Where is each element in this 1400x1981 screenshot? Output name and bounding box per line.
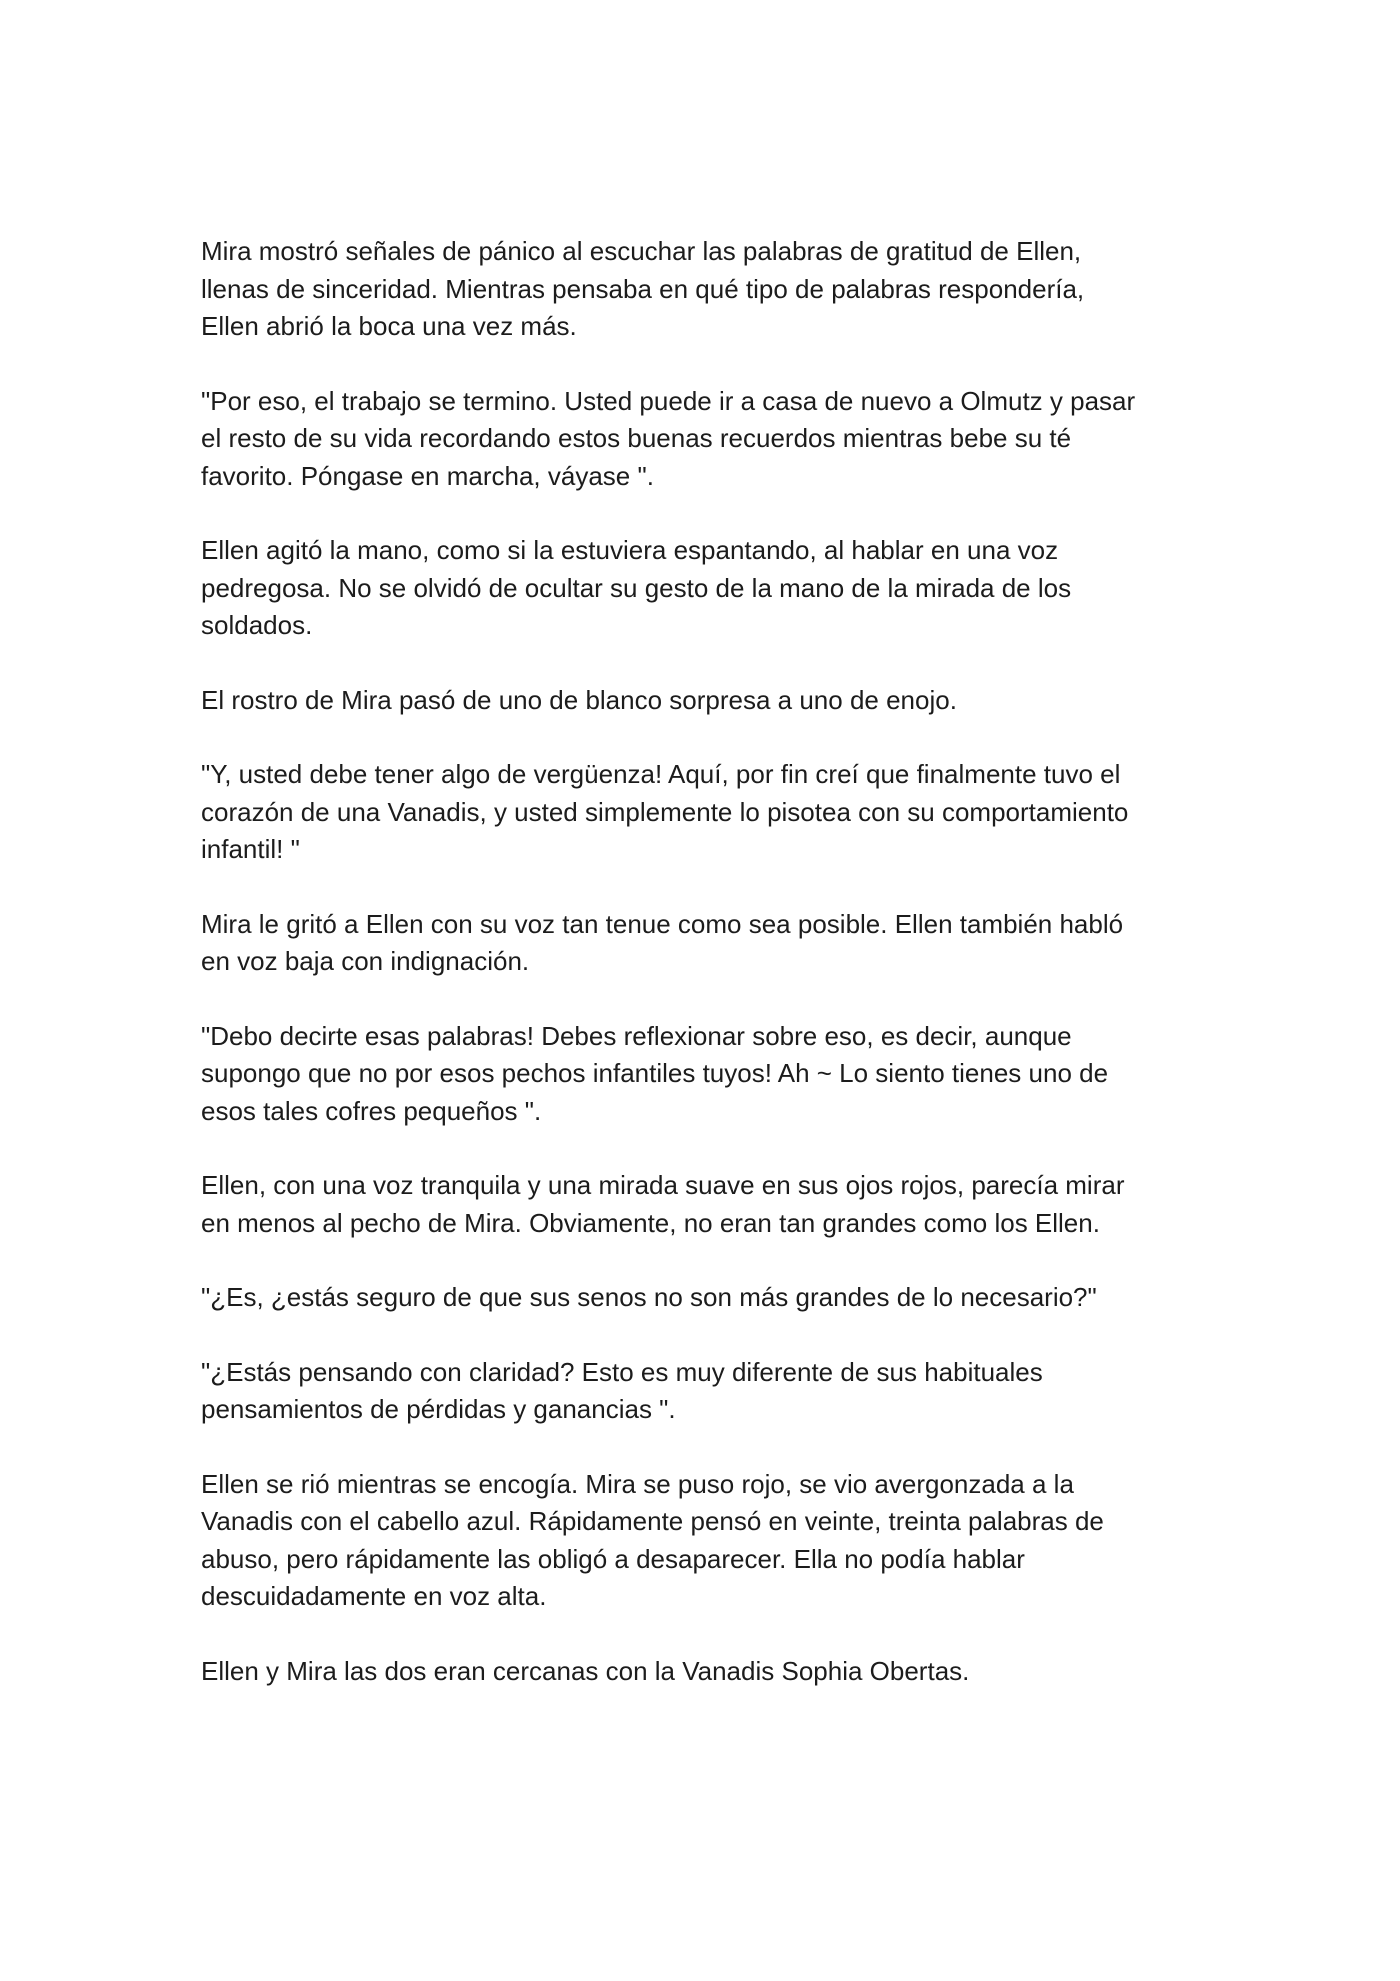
text-line: Ellen, con una voz tranquila y una mirada suave en sus ojos rojos, parecía mirar	[201, 1170, 1125, 1200]
text-line: Mira le gritó a Ellen con su voz tan tenue como sea posible. Ellen también habló	[201, 908, 1124, 939]
paragraph-3	[201, 532, 1211, 645]
text-line: Ellen y Mira las dos eran cercanas con la Vanadis Sophia Obertas.	[201, 1655, 970, 1686]
text-line: "¿Estás pensando con claridad? Esto es muy diferente de sus habituales	[201, 1356, 1043, 1387]
text-line: abuso, pero rápidamente las obligó a desaparecer. Ella no podía hablar	[201, 1543, 1025, 1574]
text-line: el resto de su vida recordando estos buenas recuerdos mientras bebe su té	[201, 423, 1072, 453]
text-line: descuidadamente en voz alta.	[201, 1581, 547, 1611]
paragraph-11	[201, 1466, 1211, 1616]
paragraph-12	[201, 1653, 1211, 1691]
text-line: "Por eso, el trabajo se termino. Usted puede ir a casa de nuevo a Olmutz y pasar	[201, 385, 1136, 416]
paragraph-2	[201, 383, 1211, 496]
text-line: favorito. Póngase en marcha, váyase ".	[201, 460, 654, 491]
text-line: "¿Es, ¿estás seguro de que sus senos no son más grandes de lo necesario?"	[201, 1282, 1097, 1312]
text-line: infantil! "	[201, 834, 300, 864]
text-line: corazón de una Vanadis, y usted simplemente lo pisotea con su comportamiento	[201, 796, 1129, 827]
text-line: Ellen se rió mientras se encogía. Mira se puso rojo, se vio avergonzada a la	[201, 1468, 1074, 1499]
text-line: soldados.	[201, 610, 313, 640]
text-line: "Debo decirte esas palabras! Debes reflexionar sobre eso, es decir, aunque	[201, 1020, 1072, 1051]
text-line: supongo que no por esos pechos infantiles tuyos! Ah ~ Lo siento tienes uno de	[201, 1058, 1109, 1088]
text-line: Ellen agitó la mano, como si la estuviera espantando, al hablar en una voz	[201, 535, 1059, 565]
paragraph-6	[201, 906, 1211, 981]
text-line: Vanadis con el cabello azul. Rápidamente pensó en veinte, treinta palabras de	[201, 1506, 1104, 1536]
paragraph-8	[201, 1167, 1211, 1242]
text-line: llenas de sinceridad. Mientras pensaba en qué tipo de palabras respondería,	[201, 273, 1085, 304]
text-line: pedregosa. No se olvidó de ocultar su gesto de la mano de la mirada de los	[201, 572, 1072, 603]
text-line: pensamientos de pérdidas y ganancias ".	[201, 1394, 676, 1424]
document-body	[201, 233, 1211, 1727]
text-line: Mira mostró señales de pánico al escuchar las palabras de gratitud de Ellen,	[201, 236, 1082, 266]
text-line: El rostro de Mira pasó de uno de blanco sorpresa a uno de enojo.	[201, 684, 957, 715]
text-line: "Y, usted debe tener algo de vergüenza! Aquí, por fin creí que finalmente tuvo el	[201, 759, 1121, 789]
text-line: en voz baja con indignación.	[201, 946, 530, 976]
paragraph-7	[201, 1018, 1211, 1131]
paragraph-1	[201, 233, 1211, 346]
text-line: en menos al pecho de Mira. Obviamente, no eran tan grandes como los Ellen.	[201, 1207, 1100, 1238]
paragraph-5	[201, 756, 1211, 869]
text-line: Ellen abrió la boca una vez más.	[201, 311, 577, 341]
text-line: esos tales cofres pequeños ".	[201, 1095, 542, 1126]
paragraph-9	[201, 1279, 1211, 1317]
paragraph-4	[201, 682, 1211, 720]
paragraph-10	[201, 1354, 1211, 1429]
